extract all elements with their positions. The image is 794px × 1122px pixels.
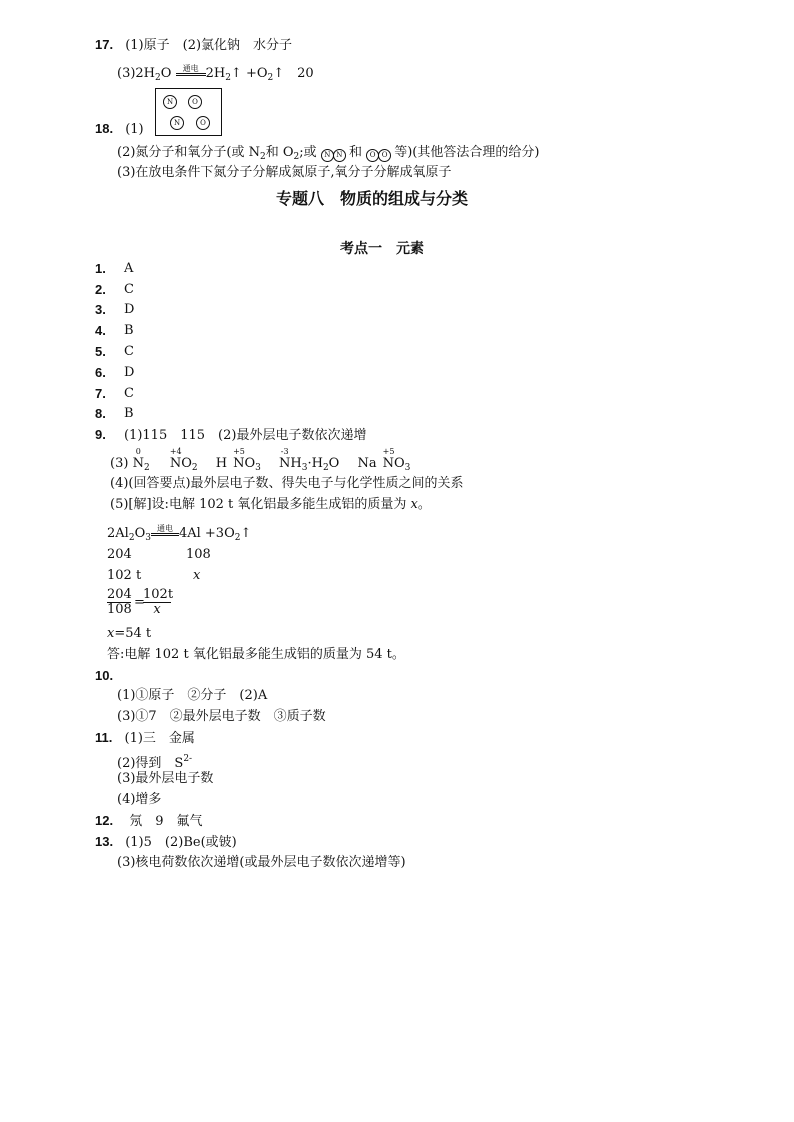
denominator: x — [143, 602, 171, 617]
equals-sign: = — [134, 595, 145, 610]
answer-text: (3) — [110, 456, 129, 471]
equation-part: ↑ 20 — [273, 66, 314, 81]
equation-part: O — [134, 526, 146, 541]
valence-label: -3 — [280, 447, 289, 456]
question-number: 7. — [95, 386, 106, 401]
answer-row — [95, 406, 134, 423]
question-number: 2. — [95, 282, 106, 297]
equation-part: 2H — [205, 66, 226, 81]
equation-part: 2Al — [107, 526, 129, 541]
q10-line3: (3)①7 ②最外层电子数 ③质子数 — [117, 709, 326, 724]
nitrogen-atom-icon: N — [170, 116, 184, 130]
answer-text: 和 O — [265, 145, 294, 160]
answer-text: (2)得到 S — [117, 756, 184, 771]
oxygen-atom-icon: O — [188, 95, 202, 109]
answer-text: 氖 9 氟气 — [129, 814, 203, 829]
question-number: 9. — [95, 427, 106, 442]
q13-line1 — [95, 834, 237, 851]
answer-text: (1)原子 (2)氯化钠 水分子 — [125, 38, 293, 53]
answer-text: 等)(其他答法合理的给分) — [394, 145, 540, 160]
question-number: 6. — [95, 365, 106, 380]
answer-row — [95, 365, 135, 382]
q18-line1 — [95, 121, 144, 138]
question-number: 4. — [95, 323, 106, 338]
answer-row — [95, 344, 134, 361]
condition-label: 通电 — [182, 64, 199, 73]
q11-line3: (3)最外层电子数 — [117, 771, 214, 786]
particle-diagram-box — [155, 88, 222, 136]
q9-conclusion: 答:电解 102 t 氧化铝最多能生成铝的质量为 54 t。 — [107, 647, 405, 662]
answer-row — [95, 261, 134, 278]
subscript: 2 — [225, 73, 231, 83]
answer-text: (1)三 金属 — [124, 731, 195, 746]
subscript: 2 — [267, 73, 274, 83]
answer-row — [95, 386, 134, 403]
q17-line1 — [95, 37, 292, 54]
nitrogen-molecule-icon — [321, 145, 345, 160]
question-number: 8. — [95, 406, 106, 421]
topic-title: 专题八 物质的组成与分类 — [276, 189, 469, 208]
answer-text: 和 — [348, 145, 362, 160]
oxidation-N2: 0 N — [132, 447, 144, 471]
answer-row — [95, 323, 134, 340]
oxidation-NH3: -3 N — [279, 447, 291, 471]
given-mass: 102 t — [107, 568, 142, 583]
question-number: 11. — [95, 730, 113, 745]
oxidation-NaNO3: +5 N — [382, 447, 395, 471]
answer-choice: D — [124, 365, 135, 380]
molar-mass-1: 204 — [107, 547, 132, 562]
answer-choice: B — [124, 323, 134, 338]
answer-choice: C — [124, 344, 134, 359]
q17-equation — [117, 66, 314, 86]
q9-line1 — [95, 427, 366, 444]
oxygen-atom-icon: O — [378, 149, 391, 162]
denominator: 108 — [107, 602, 132, 617]
answer-text: (2)氮分子和氧分子(或 N — [117, 145, 260, 160]
oxygen-molecule-icon — [366, 145, 390, 160]
answer-text: (1) — [125, 122, 144, 137]
q12-line1 — [95, 813, 203, 830]
answer-text: =54 t — [114, 626, 152, 641]
question-number: 13. — [95, 834, 114, 849]
superscript: 2- — [183, 754, 193, 764]
question-number: 10. — [95, 668, 114, 683]
molar-mass-2: 108 — [186, 547, 211, 562]
answer-row — [95, 282, 134, 299]
equation-part: 4Al +3O — [178, 526, 235, 541]
valence-label: +5 — [382, 447, 395, 456]
nitrogen-atom-icon: N — [163, 95, 177, 109]
oxygen-atom-icon: O — [196, 116, 210, 130]
answer-text: (5)[解]设:电解 102 t 氧化铝最多能生成铝的质量为 — [110, 497, 411, 512]
oxidation-HNO3: +5 N — [233, 447, 245, 471]
nitrogen-atom-icon: N — [321, 149, 334, 162]
q9-equation: $2Al_2O_3$ 通电 $4Al +3O_2↑$ — [107, 524, 252, 543]
reaction-condition — [176, 64, 206, 76]
valence-label: +5 — [233, 447, 245, 456]
reaction-condition — [151, 524, 179, 536]
answer-choice: C — [124, 386, 134, 401]
oxygen-atom-icon: O — [366, 149, 379, 162]
question-number: 1. — [95, 261, 106, 276]
valence-label: +4 — [169, 447, 182, 456]
question-number: 18. — [95, 121, 114, 136]
answer-choice: D — [124, 302, 135, 317]
oxidation-NO2: +4 N — [169, 447, 182, 471]
answer-text: (1)115 115 (2)最外层电子数依次递增 — [123, 428, 367, 443]
q10-number — [95, 668, 113, 685]
solution-line — [107, 626, 151, 642]
fraction-left — [107, 588, 131, 617]
equation-part: ↑ — [240, 526, 252, 541]
answer-choice: C — [124, 282, 134, 297]
nitrogen-atom-icon: N — [333, 149, 346, 162]
subscript: 2 — [155, 73, 161, 83]
section-title: 考点一 元素 — [340, 241, 424, 257]
q13-line3: (3)核电荷数依次递增(或最外层电子数依次递增等) — [117, 855, 406, 870]
numerator: 102t — [143, 587, 174, 602]
fraction-right — [143, 587, 174, 617]
answer-row — [95, 302, 135, 319]
q10-line1: (1)①原子 ②分子 (2)A — [117, 688, 268, 703]
q9-line4: (4)(回答要点)最外层电子数、得失电子与化学性质之间的关系 — [110, 476, 464, 491]
q11-line1 — [95, 730, 195, 747]
q9-valences: (3) 0 $N_2$ +4 $NO_2$ H +5 $NO_3$ -3 $NH_3\cdot H_2O$ Na +5 $NO_3$ — [110, 447, 411, 473]
equation-part: (3)2H — [117, 66, 156, 81]
question-number: 12. — [95, 813, 114, 828]
variable: x — [107, 626, 115, 641]
condition-label: 通电 — [156, 524, 173, 533]
unknown-mass: x — [193, 568, 201, 583]
q18-line3: (3)在放电条件下氮分子分解成氮原子,氧分子分解成氧原子 — [117, 165, 452, 180]
answer-text: (1)5 (2)Be(或铍) — [125, 835, 237, 850]
answer-text: ;或 — [299, 145, 317, 160]
q11-line4: (4)增多 — [117, 792, 162, 807]
equation-part: ↑ +O — [230, 66, 268, 81]
answer-choice: B — [124, 406, 134, 421]
q11-line2 — [117, 751, 192, 772]
question-number: 3. — [95, 302, 106, 317]
equation-part: O — [160, 66, 172, 81]
question-number: 17. — [95, 37, 114, 52]
q9-line5: (5)[解]设:电解 102 t 氧化铝最多能生成铝的质量为 x。 — [110, 497, 431, 512]
question-number: 5. — [95, 344, 106, 359]
variable: x — [410, 497, 418, 512]
valence-label: 0 — [135, 447, 141, 456]
numerator: 204 — [107, 587, 132, 602]
q18-line2: (2)氮分子和氧分子(或 $N_2$和 $O_2$;或 N N 和 O O 等)(其他答法合理的给分) — [117, 145, 540, 162]
answer-choice: A — [124, 261, 134, 276]
